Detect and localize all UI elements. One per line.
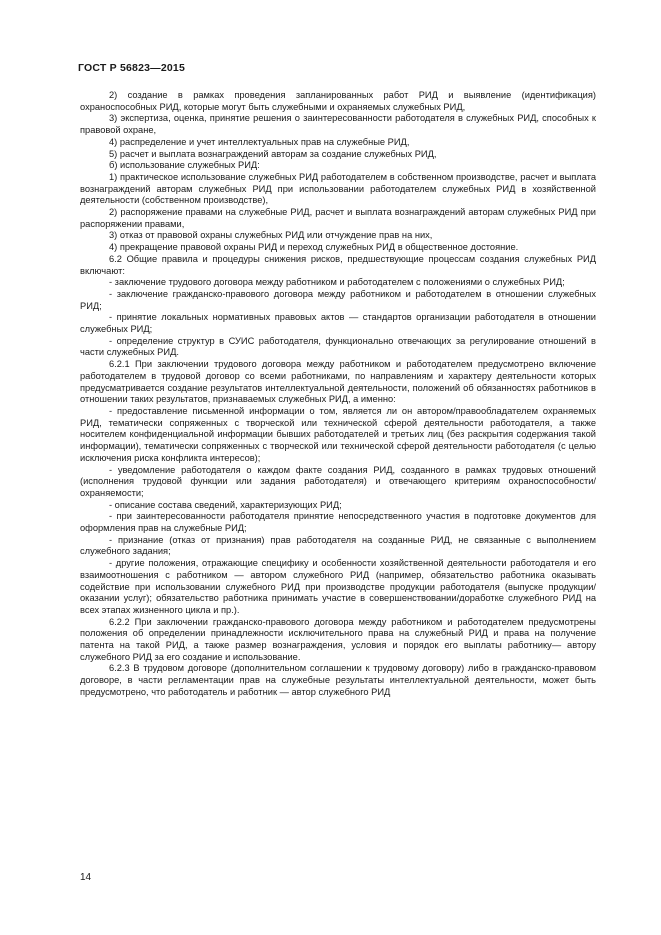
- paragraph: 6.2.1 При заключении трудового договора между работником и работодателем предусмотрено включение работодателем в трудовой договор со всеми работниками, по направлениям и характеру деятельности которых предусматривается создание результатов интеллектуальной деятельности, положений об обязанностях работников в отношении таких результатов, признаваемых служебных РИД, а именно:: [80, 359, 596, 405]
- paragraph: 5) расчет и выплата вознаграждений авторам за создание служебных РИД,: [109, 148, 437, 159]
- paragraph: 1) практическое использование служебных РИД работодателем в собственном производстве, расчет и выплата вознаграждений авторам служебных РИД при использовании работодателем служебных РИД в хозяйственной деятельности (собственном производстве),: [80, 171, 596, 206]
- paragraph: 6.2.3 В трудовом договоре (дополнительном соглашении к трудовому договору) либо в гражданско-правовом договоре, в части регламентации прав на служебные результаты интеллектуальной деятельности, может быть предусмотрено, что работодатель и работник — автор служебного РИД: [80, 663, 596, 697]
- paragraph: 3) экспертиза, оценка, принятие решения о заинтересованности работодателя в служебных РИД, способных к правовой охране,: [80, 113, 596, 136]
- paragraph: 2) распоряжение правами на служебные РИД, расчет и выплата вознаграждений авторам служебных РИД при распоряжении правами,: [80, 207, 596, 229]
- document-header: ГОСТ Р 56823—2015: [78, 62, 186, 74]
- paragraph: 3) отказ от правовой охраны служебных РИД или отчуждение прав на них,: [109, 230, 433, 241]
- list-item: - описание состава сведений, характеризующих РИД;: [109, 499, 342, 510]
- document-body: [80, 90, 596, 699]
- list-item: - другие положения, отражающие специфику и особенности хозяйственной деятельности работодателя и его взаимоотношения с работником — автором служебного РИД (например, обязательство работника оказывать содействие при использовании служебного РИД при производстве продукции работодателя (выпуске продукции/оказании услуг); обязательство работника принимать участие в совершенствовании/доработке служебного РИД на всех этапах жизненного цикла и пр.).: [80, 558, 596, 615]
- paragraph: 6.2 Общие правила и процедуры снижения рисков, предшествующие процессам создания служебных РИД включают:: [80, 253, 596, 276]
- paragraph: 6.2.2 При заключении гражданско-правового договора между работником и работодателем предусмотрены положения об определении принадлежности исключительного права на служебный РИД и права на получение патента на такой РИД, а также размер вознаграждения, условия и порядок его выплаты работнику— автору служебного РИД за его создание и использование.: [80, 616, 596, 662]
- list-item: - при заинтересованности работодателя принятие непосредственного участия в подготовке документов для оформления прав на служебные РИД;: [80, 511, 596, 534]
- list-item: - заключение трудового договора между работником и работодателем с положениями о служебных РИД;: [109, 277, 565, 288]
- list-item: - принятие локальных нормативных правовых актов — стандартов организации работодателя в отношении служебных РИД;: [80, 312, 596, 335]
- paragraph: 2) создание в рамках проведения запланированных работ РИД и выявление (идентификация) охраноспособных РИД, которые могут быть служебными и охраняемых служебных РИД,: [80, 90, 596, 112]
- list-item: - предоставление письменной информации о том, является ли он автором/правообладателем охраняемых РИД, тематически сопряженных с творческой или технической сферой деятельности работодателя, а также носителем конфиденциальной информации бывших работодателей и третьих лиц (без раскрытия содержания такой информации), тематически сопряженных с творческой или технической сферой деятельности работодателя (с целью исключения риска конфликта интересов);: [80, 405, 596, 463]
- list-item: - признание (отказ от признания) прав работодателя на созданные РИД, не связанные с выполнением служебного задания;: [80, 534, 596, 557]
- list-item: - уведомление работодателя о каждом факте создания РИД, созданного в рамках трудовых отношений (исполнения трудовой функции или задания работодателя) и отвечающего критериям охраноспособности/охраняемости;: [80, 464, 596, 498]
- paragraph: 4) распределение и учет интеллектуальных прав на служебные РИД,: [109, 136, 410, 147]
- page-number: 14: [80, 872, 92, 883]
- paragraph: б) использование служебных РИД:: [109, 160, 260, 171]
- paragraph: 4) прекращение правовой охраны РИД и переход служебных РИД в общественное достояние.: [109, 242, 519, 253]
- list-item: - заключение гражданско-правового договора между работником и работодателем в отношении служебных РИД;: [80, 288, 596, 311]
- list-item: - определение структур в СУИС работодателя, функционально отвечающих за регулирование отношений в части служебных РИД.: [80, 335, 596, 358]
